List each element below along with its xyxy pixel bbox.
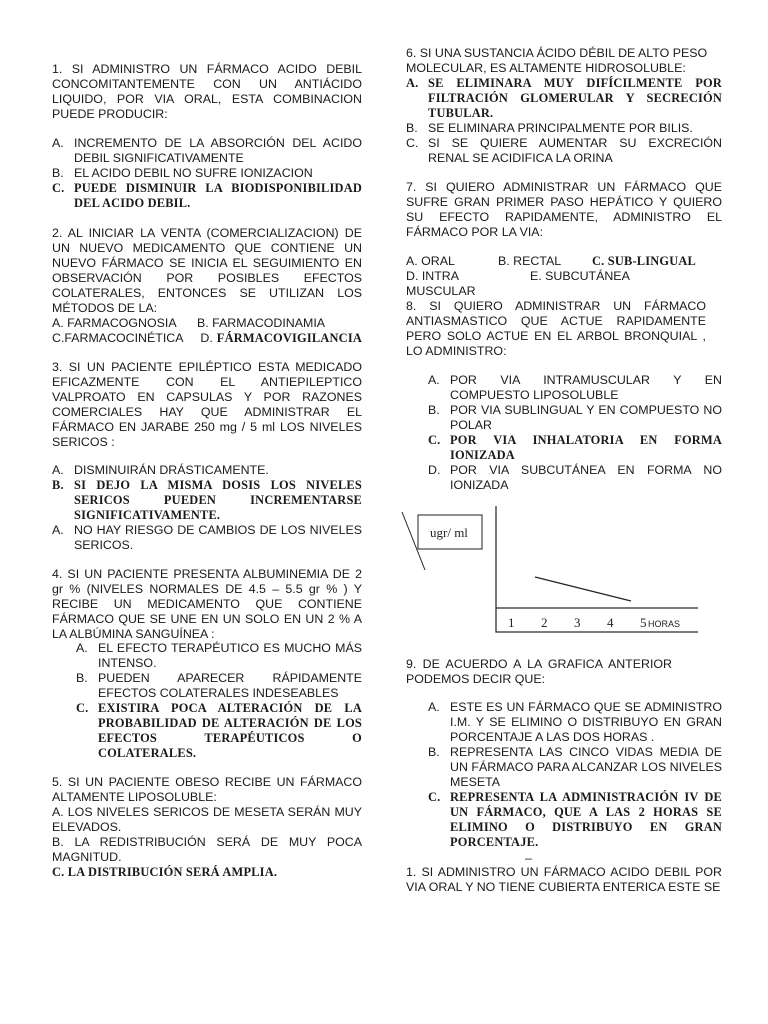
q3-option-letter: A.	[52, 463, 64, 477]
q5-stem: 5. SI UN PACIENTE OBESO RECIBE UN FÁRMACO ALTAMENTE LIPOSOLUBLE:	[52, 775, 362, 804]
q6-option-letter: C.	[406, 136, 419, 150]
q7-option-c: C. SUB-LINGUAL	[592, 254, 697, 268]
q7-option-b: B. RECTAL	[498, 254, 562, 268]
graph-curve	[535, 577, 631, 601]
q8-option-letter: B.	[428, 403, 440, 417]
q9-option-letter: C.	[428, 790, 441, 804]
q3-options	[52, 463, 362, 553]
q4-option-0	[76, 641, 362, 671]
graph-tick-label: 3	[574, 615, 581, 630]
q6-option-letter: A.	[406, 76, 419, 90]
q1-stem: 1. SI ADMINISTRO UN FÁRMACO ACIDO DEBIL CONCOMITANTEMENTE CON UN ANTIÁCIDO LIQUIDO, POR VIA ORAL, ESTA COMBINACION PUEDE PRODUCIR:	[52, 62, 362, 121]
q6-option-text: SE ELIMINARA PRINCIPALMENTE POR BILIS.	[428, 121, 693, 135]
q6-option-letter: B.	[406, 121, 418, 135]
q1-option-0	[52, 136, 362, 166]
q1-option-letter: A.	[52, 136, 64, 150]
q2-option-a: A. FARMACOGNOSIA	[52, 316, 177, 330]
q4-option-2	[76, 701, 362, 761]
q4-option-letter: C.	[76, 701, 89, 715]
graph-tick-label: 2	[541, 615, 548, 630]
q8-option-letter: C.	[428, 433, 441, 447]
q7-option-e: E. SUBCUTÁNEA	[530, 269, 630, 283]
q3-stem: 3. SI UN PACIENTE EPILÉPTICO ESTA MEDICADO EFICAZMENTE CON EL ANTIEPILEPTICO VALPROATO EN CAPSULAS Y POR RAZONES COMERCIALES HAY QUE ADMINISTRAR EL FÁRMACO EN JARABE 250 mg / 5 ml LOS NIVELES SERICOS :	[52, 360, 362, 449]
q2-option-b: B. FARMACODINAMIA	[197, 316, 326, 330]
q8-option-text: POR VIA INHALATORIA EN FORMA IONIZADA	[450, 433, 722, 462]
q8-option-letter: D.	[428, 463, 441, 477]
q9-option-1	[428, 745, 722, 790]
concentration-graph	[398, 500, 698, 640]
q4-option-letter: A.	[76, 641, 88, 655]
q6-options	[406, 76, 722, 166]
q1-option-letter: B.	[52, 166, 64, 180]
q9-option-text: REPRESENTA LAS CINCO VIDAS MEDIA DE UN FÁRMACO PARA ALCANZAR LOS NIVELES MESETA	[450, 745, 722, 789]
q9-option-text: REPRESENTA LA ADMINISTRACIÓN IV DE UN FÁRMACO, QUE A LAS 2 HORAS SE ELIMINO O DISTRIBUYO EN GRAN PORCENTAJE.	[450, 790, 722, 849]
q6-option-0	[406, 76, 722, 121]
q5-option-a: A. LOS NIVELES SERICOS DE MESETA SERÁN MUY ELEVADOS.	[52, 805, 362, 834]
q6-option-2	[406, 136, 722, 166]
q2-option-d-text: FÁRMACOVIGILANCIA	[216, 331, 362, 345]
q9-option-text: ESTE ES UN FÁRMACO QUE SE ADMINISTRO I.M. Y SE ELIMINO O DISTRIBUYO EN GRAN PORCENTAJE A LAS DOS HORAS .	[450, 700, 722, 744]
q5-option-c: C. LA DISTRIBUCIÓN SERÁ AMPLIA.	[52, 865, 278, 879]
q4-option-1	[76, 671, 362, 701]
q9-option-0	[428, 700, 722, 745]
graph-tick-label: 1	[508, 615, 515, 630]
q8-stem: 8. SI QUIERO ADMINISTRAR UN FÁRMACO ANTIASMASTICO QUE ACTUE RAPIDAMENTE PERO SOLO ACTUE EN EL ARBOL BRONQUIAL , LO ADMINISTRO:	[406, 299, 706, 358]
graph-tick-label: 4	[607, 615, 614, 630]
q3-option-text: NO HAY RIESGO DE CAMBIOS DE LOS NIVELES SERICOS.	[74, 523, 362, 552]
q8-option-0	[428, 373, 722, 403]
q4-stem: 4. SI UN PACIENTE PRESENTA ALBUMINEMIA DE 2 gr % (NIVELES NORMALES DE 4.5 – 5.5 gr % ) Y RECIBE UN MEDICAMENTO QUE CONTIENE FÁRMACO QUE SE UNE EN UN SOLO EN UN 2 % A LA ALBÚMINA SANGUÍNEA :	[52, 567, 362, 641]
q8-option-3	[428, 463, 722, 493]
q1-option-2	[52, 181, 362, 211]
q1-option-text: EL ACIDO DEBIL NO SUFRE IONIZACION	[74, 166, 313, 180]
q1-options	[52, 136, 362, 211]
q4-option-text: EXISTIRA POCA ALTERACIÓN DE LA PROBABILIDAD DE ALTERACIÓN DE LOS EFECTOS TERAPÉUTICOS O COLATERALES.	[98, 701, 362, 760]
q6-option-text: SE ELIMINARA MUY DIFÍCILMENTE POR FILTRACIÓN GLOMERULAR Y SECRECIÓN TUBULAR.	[428, 76, 722, 120]
q2-options	[52, 316, 362, 346]
graph-diagonal-line	[402, 512, 425, 570]
q7-stem: 7. SI QUIERO ADMINISTRAR UN FÁRMACO QUE SUFRE GRAN PRIMER PASO HEPÁTICO Y QUIERO SU EFECTO RAPIDAMENTE, ADMINISTRO EL FÁRMACO POR LA VIA:	[406, 180, 722, 239]
q2-stem: 2. AL INICIAR LA VENTA (COMERCIALIZACION) DE UN NUEVO MEDICAMENTO QUE CONTIENE UN NUEVO FÁRMACO SE INICIA EL SEGUIMIENTO EN OBSERVACIÓN POR POSIBLES EFECTOS COLATERALES, ENTONCES SE UTILIZAN LOS MÉTODOS DE LA:	[52, 226, 362, 315]
q3-option-0	[52, 463, 362, 478]
q7-option-a: A. ORAL	[406, 254, 455, 268]
q8-option-1	[428, 403, 722, 433]
q6-option-1	[406, 121, 722, 136]
q8-option-letter: A.	[428, 373, 440, 387]
q8-option-text: POR VIA INTRAMUSCULAR Y EN COMPUESTO LIPOSOLUBLE	[450, 373, 722, 402]
q4-option-text: EL EFECTO TERAPÉUTICO ES MUCHO MÁS INTENSO.	[98, 641, 362, 670]
q3-option-letter: A.	[52, 523, 64, 537]
q7-options	[406, 254, 722, 299]
q10-stem: 1. SI ADMINISTRO UN FÁRMACO ACIDO DEBIL POR VIA ORAL Y NO TIENE CUBIERTA ENTERICA ESTE SE	[406, 865, 722, 894]
q4-option-text: PUEDEN APARECER RÁPIDAMENTE EFECTOS COLATERALES INDESEABLES	[98, 671, 362, 700]
q2-option-c: C.FARMACOCINÉTICA	[52, 331, 184, 345]
q9-option-2	[428, 790, 722, 850]
separator-dash: –	[525, 851, 532, 865]
q7-option-d: D. INTRA MUSCULAR	[406, 269, 476, 298]
q1-option-text: INCREMENTO DE LA ABSORCIÓN DEL ACIDO DEBIL SIGNIFICATIVAMENTE	[74, 136, 362, 165]
q1-option-letter: C.	[52, 181, 65, 195]
graph-ticks	[508, 615, 647, 630]
q5-option-b: B. LA REDISTRIBUCIÓN SERÁ DE MUY POCA MAGNITUD.	[52, 835, 362, 864]
q8-option-text: POR VIA SUBLINGUAL Y EN COMPUESTO NO POLAR	[450, 403, 722, 432]
q1-option-1	[52, 166, 362, 181]
q4-option-letter: B.	[76, 671, 88, 685]
q3-option-text: DISMINUIRÁN DRÁSTICAMENTE.	[74, 463, 269, 477]
q8-option-2	[428, 433, 722, 463]
graph-xlabel: HORAS	[648, 619, 681, 629]
q9-stem: 9. DE ACUERDO A LA GRAFICA ANTERIOR PODEMOS DECIR QUE:	[406, 657, 672, 686]
q3-option-1	[52, 478, 362, 523]
graph-ylabel: ugr/ ml	[430, 525, 468, 540]
q1-option-text: PUEDE DISMINUIR LA BIODISPONIBILIDAD DEL ACIDO DEBIL.	[74, 181, 362, 210]
q3-option-2	[52, 523, 362, 553]
q8-options	[428, 373, 722, 493]
q8-option-text: POR VIA SUBCUTÁNEA EN FORMA NO IONIZADA	[450, 463, 722, 492]
graph-tick-label: 5	[640, 615, 647, 630]
q9-options	[428, 700, 722, 850]
q9-option-letter: A.	[428, 700, 440, 714]
q6-stem: 6. SI UNA SUSTANCIA ÁCIDO DÉBIL DE ALTO PESO MOLECULAR, ES ALTAMENTE HIDROSOLUBLE:	[406, 46, 708, 75]
q3-option-letter: B.	[52, 478, 64, 492]
q6-option-text: SI SE QUIERE AUMENTAR SU EXCRECIÓN RENAL SE ACIDIFICA LA ORINA	[428, 136, 722, 165]
q4-options	[76, 641, 362, 761]
q2-option-d-letter: D.	[200, 331, 213, 345]
q9-option-letter: B.	[428, 745, 440, 759]
q3-option-text: SI DEJO LA MISMA DOSIS LOS NIVELES SERICOS PUEDEN INCREMENTARSE SIGNIFICATIVAMENTE.	[74, 478, 362, 522]
